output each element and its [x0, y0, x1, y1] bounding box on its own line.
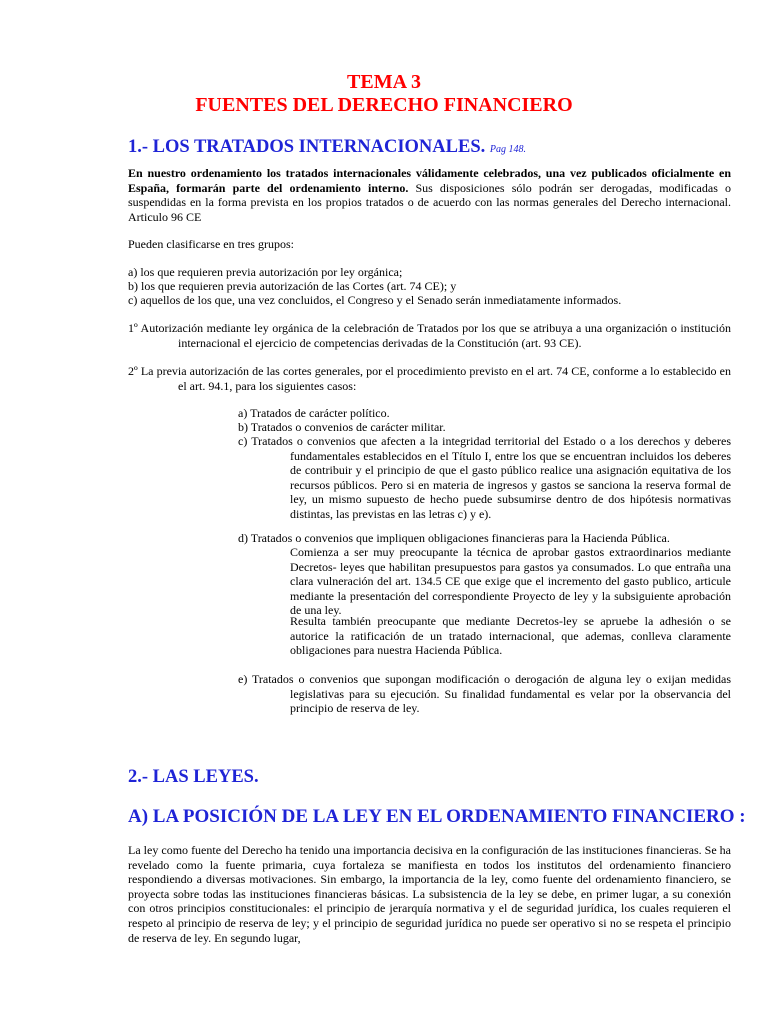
section1-heading — [128, 136, 526, 161]
document-title-line2: FUENTES DEL DERECHO FINANCIERO — [195, 94, 573, 116]
case-d: d) Tratados o convenios que impliquen obligaciones financieras para la Hacienda Pública. — [238, 531, 670, 545]
case-d-note-1: Comienza a ser muy preocupante la técnica de aprobar gastos extraordinarios mediante Decretos- leyes que habilitan presupuestos para gastos ya consumados. Lo que entraña una clara vulneración del art. 134.5 CE que exige que el incremento del gasto publico, articule mediante la presentación del correspondiente Proyecto de ley y la subsiguiente aprobación de una ley. — [290, 545, 731, 618]
paragraph-1: 1º Autorización mediante ley orgánica de la celebración de Tratados por los que se atribuya a una organización o institución internacional el ejercicio de competencias derivadas de la Constitución (art. 93 CE). — [128, 321, 731, 350]
section2-body: La ley como fuente del Derecho ha tenido una importancia decisiva en la configuración de las instituciones financieras. Se ha revelado como la fuente primaria, cuya fortaleza se manifiesta en todos los institutos del ordenamiento financiero respondiendo a diversas motivaciones. Sin embargo, la importancia de la ley, como fuente del ordenamiento financiero, se proyecta sobre todas las instituciones financieras básicas. La subsistencia de la ley se debe, en primer lugar, a su conexión con otros principios constitucionales: el principio de jerarquía normativa y el de seguridad jurídica, los cuales requieren el respeto al principio de reserva de ley; y el principio de seguridad jurídica no puede ser operativo si no se respeta el principio de reserva de ley. En segundo lugar, — [128, 843, 731, 945]
groups-intro: Pueden clasificarse en tres grupos: — [128, 237, 294, 251]
case-a: a) Tratados de carácter político. — [238, 406, 390, 420]
case-b: b) Tratados o convenios de carácter militar. — [238, 420, 446, 434]
case-c: c) Tratados o convenios que afecten a la integridad territorial del Estado o a los derechos y deberes fundamentales establecidos en el Título I, entre los que se encuentran incluidos los deberes de contribuir y el principio de que el gasto público realice una asignación equitativa de los recursos públicos. Pero si en materia de ingresos y gastos se sanciona la reserva formal de ley, un mismo supuesto de hecho puede subsumirse dentro de dos hipótesis normativas distintas, las previstas en las letras c) y e). — [238, 434, 731, 521]
section1-intro-bold: En nuestro ordenamiento los tratados internacionales válidamente celebrados, una vez publicados oficialmente en España, formarán parte del ordenamiento interno. — [128, 166, 731, 195]
section1-intro-rest: Sus disposiciones sólo podrán ser derogadas, modificadas o suspendidas en la forma prevista en los propios tratados o de acuerdo con las normas generales del Derecho internacional. Articulo 96 CE — [128, 180, 732, 224]
group-item-b: b) los que requieren previa autorización de las Cortes (art. 74 CE); y — [128, 279, 457, 293]
case-d-note-2: Resulta también preocupante que mediante Decretos-ley se apruebe la adhesión o se autorice la ratificación de un tratado internacional, que ademas, conlleva claramente obligaciones para nuestra Hacienda Pública. — [290, 614, 731, 658]
group-item-a: a) los que requieren previa autorización por ley orgánica; — [128, 265, 403, 279]
document-title-line1: TEMA 3 — [347, 71, 421, 93]
section2-heading: 2.- LAS LEYES. — [128, 767, 259, 787]
page-reference: Pag 148. — [489, 144, 526, 155]
case-e: e) Tratados o convenios que supongan modificación o derogación de alguna ley o exijan medidas legislativas para su ejecución. Su finalidad fundamental es velar por la observancia del principio de reserva de ley. — [238, 672, 731, 716]
paragraph-2: 2º La previa autorización de las cortes generales, por el procedimiento previsto en el art. 74 CE, conforme a lo establecido en el art. 94.1, para los siguientes casos: — [128, 364, 731, 393]
group-item-c: c) aquellos de los que, una vez concluidos, el Congreso y el Senado serán inmediatamente informados. — [128, 293, 622, 307]
section2-subheading: A) LA POSICIÓN DE LA LEY EN EL ORDENAMIENTO FINANCIERO : — [128, 806, 746, 827]
section1-intro — [128, 166, 731, 224]
section1-heading-text: 1.- LOS TRATADOS INTERNACIONALES. — [128, 137, 486, 157]
